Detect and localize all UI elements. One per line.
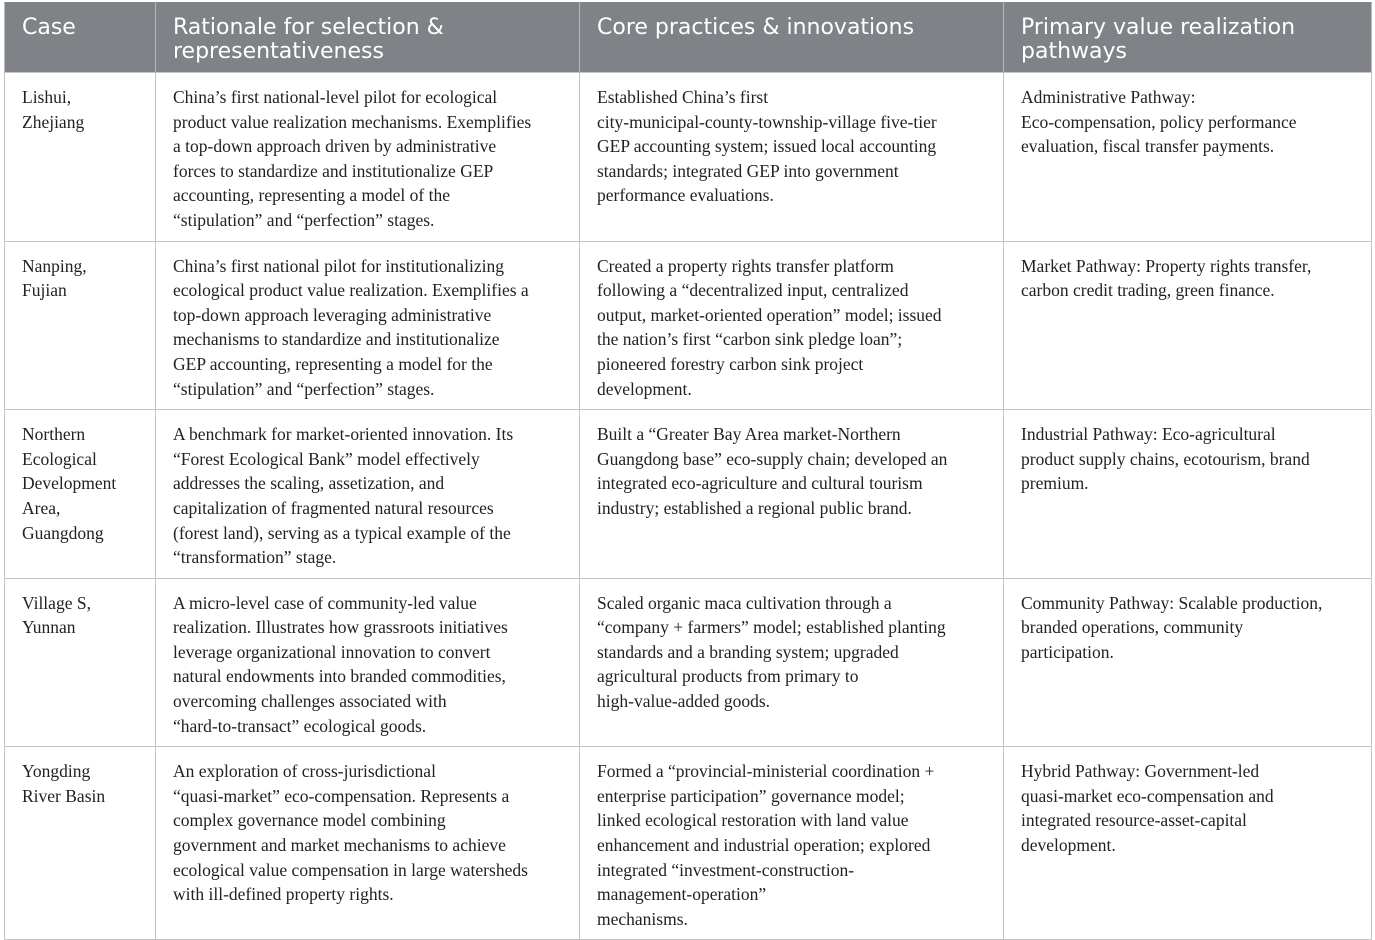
text-line: “stipulation” and “perfection” stages. — [173, 378, 435, 399]
text-line: product supply chains, ecotourism, brand — [1021, 448, 1310, 469]
text-line: GEP accounting, representing a model for the — [173, 353, 493, 374]
text-line: Rationale for selection & — [173, 15, 444, 40]
header-case — [5, 2, 156, 73]
text-line: overcoming challenges associated with — [173, 691, 447, 712]
cell-pathways — [1004, 73, 1372, 242]
text-line: agricultural products from primary to — [597, 666, 859, 687]
text-line: “Forest Ecological Bank” model effectively — [173, 448, 480, 469]
text-line: standards; integrated GEP into government — [597, 160, 899, 181]
text-line: Core practices & innovations — [597, 15, 915, 40]
text-line: leverage organizational innovation to convert — [173, 641, 491, 662]
text-line: top-down approach leveraging administrative — [173, 304, 492, 325]
text-line: city-municipal-county-township-village five-tier — [597, 111, 937, 132]
text-line: forces to standardize and institutionalize GEP — [173, 160, 494, 181]
text-line: realization. Illustrates how grassroots initiatives — [173, 617, 508, 638]
text-line: high-value-added goods. — [597, 691, 771, 712]
text-line: pathways — [1021, 39, 1127, 64]
text-line: Yongding — [22, 761, 91, 782]
text-line: integrated eco-agriculture and cultural tourism — [597, 473, 923, 494]
header-practices — [580, 2, 1004, 73]
cell-case — [5, 578, 156, 747]
text-line: GEP accounting system; issued local accounting — [597, 136, 937, 157]
text-line: enterprise participation” governance model; — [597, 785, 905, 806]
cell-rationale — [156, 241, 580, 410]
text-line: premium. — [1021, 473, 1089, 494]
text-line: Village S, — [22, 592, 91, 613]
text-line: (forest land), serving as a typical example of the — [173, 522, 511, 543]
text-line: addresses the scaling, assetization, and — [173, 473, 445, 494]
text-line: Lishui, — [22, 87, 72, 107]
cell-practices — [580, 73, 1004, 242]
text-line: a top-down approach driven by administrative — [173, 136, 497, 157]
text-line: Development — [22, 473, 117, 494]
text-line: “quasi-market” eco-compensation. Represents a — [173, 785, 510, 806]
header-pathways — [1004, 2, 1372, 73]
text-line: capitalization of fragmented natural resources — [173, 497, 494, 518]
text-line: linked ecological restoration with land value — [597, 810, 909, 831]
text-line: Community Pathway: Scalable production, — [1021, 592, 1323, 613]
cell-case — [5, 410, 156, 579]
text-line: Case — [22, 15, 76, 40]
text-line: Industrial Pathway: Eco-agricultural — [1021, 424, 1276, 445]
text-line: development. — [1021, 835, 1116, 856]
header-row — [5, 2, 1372, 73]
text-line: management-operation” — [597, 884, 767, 905]
text-line: Established China’s first — [597, 87, 769, 107]
text-line: standards and a branding system; upgraded — [597, 641, 899, 662]
text-line: Nanping, — [22, 255, 87, 276]
cell-pathways — [1004, 578, 1372, 747]
text-line: An exploration of cross-jurisdictional — [173, 761, 436, 782]
text-line: product value realization mechanisms. Exemplifies — [173, 111, 532, 132]
text-line: Hybrid Pathway: Government-led — [1021, 761, 1260, 782]
text-line: Northern — [22, 424, 86, 445]
text-line: China’s first national-level pilot for ecological — [173, 87, 498, 107]
text-line: Ecological — [22, 448, 97, 469]
case-comparison-table — [4, 2, 1372, 940]
text-line: government and market mechanisms to achieve — [173, 835, 506, 856]
text-line: Eco-compensation, policy performance — [1021, 111, 1297, 132]
text-line: pioneered forestry carbon sink project — [597, 353, 864, 374]
table-row — [5, 578, 1372, 747]
text-line: Guangdong — [22, 522, 104, 543]
text-line: “transformation” stage. — [173, 547, 337, 568]
table-header — [5, 2, 1372, 73]
text-line: carbon credit trading, green finance. — [1021, 280, 1275, 301]
text-line: Primary value realization — [1021, 15, 1296, 40]
text-line: participation. — [1021, 641, 1114, 662]
cell-case — [5, 241, 156, 410]
text-line: Administrative Pathway: — [1021, 87, 1196, 107]
text-line: Yunnan — [22, 617, 76, 638]
text-line: Scaled organic maca cultivation through a — [597, 592, 892, 613]
text-line: Zhejiang — [22, 111, 85, 132]
text-line: development. — [597, 378, 692, 399]
text-line: River Basin — [22, 785, 106, 806]
cell-pathways — [1004, 410, 1372, 579]
cell-case — [5, 73, 156, 242]
text-line: Area, — [22, 497, 61, 518]
text-line: “company + farmers” model; established planting — [597, 617, 946, 638]
text-line: Market Pathway: Property rights transfer, — [1021, 255, 1312, 276]
text-line: quasi-market eco-compensation and — [1021, 785, 1274, 806]
text-line: Guangdong base” eco-supply chain; developed an — [597, 448, 948, 469]
text-line: natural endowments into branded commodities, — [173, 666, 506, 687]
text-line: mechanisms. — [597, 908, 688, 929]
text-line: evaluation, fiscal transfer payments. — [1021, 136, 1275, 157]
cell-rationale — [156, 410, 580, 579]
text-line: Formed a “provincial-ministerial coordination + — [597, 761, 935, 782]
text-line: performance evaluations. — [597, 185, 774, 206]
cell-practices — [580, 747, 1004, 940]
text-line: Built a “Greater Bay Area market-Northern — [597, 424, 901, 445]
cell-rationale — [156, 578, 580, 747]
text-line: ecological product value realization. Exemplifies a — [173, 280, 529, 301]
text-line: integrated “investment-construction- — [597, 859, 855, 880]
text-line: China’s first national pilot for institutionalizing — [173, 255, 505, 276]
table-row — [5, 410, 1372, 579]
cell-practices — [580, 241, 1004, 410]
cell-practices — [580, 578, 1004, 747]
text-line: Fujian — [22, 280, 67, 301]
table-row — [5, 73, 1372, 242]
cell-pathways — [1004, 747, 1372, 940]
header-rationale — [156, 2, 580, 73]
cell-practices — [580, 410, 1004, 579]
text-line: the nation’s first “carbon sink pledge loan”; — [597, 329, 903, 350]
text-line: output, market-oriented operation” model; issued — [597, 304, 942, 325]
cell-rationale — [156, 747, 580, 940]
text-line: accounting, representing a model of the — [173, 185, 450, 206]
text-line: with ill-defined property rights. — [173, 884, 394, 905]
cell-pathways — [1004, 241, 1372, 410]
text-line: Created a property rights transfer platform — [597, 255, 894, 276]
text-line: ecological value compensation in large watersheds — [173, 859, 528, 880]
cell-rationale — [156, 73, 580, 242]
text-line: integrated resource-asset-capital — [1021, 810, 1247, 831]
text-line: branded operations, community — [1021, 617, 1244, 638]
text-line: complex governance model combining — [173, 810, 446, 831]
text-line: “stipulation” and “perfection” stages. — [173, 209, 435, 230]
text-line: industry; established a regional public brand. — [597, 497, 912, 518]
table-row — [5, 747, 1372, 940]
text-line: A micro-level case of community-led value — [173, 592, 477, 613]
text-line: enhancement and industrial operation; explored — [597, 835, 931, 856]
table-row — [5, 241, 1372, 410]
text-line: representativeness — [173, 39, 384, 64]
text-line: mechanisms to standardize and institutionalize — [173, 329, 500, 350]
cell-case — [5, 747, 156, 940]
text-line: following a “decentralized input, centralized — [597, 280, 909, 301]
table-body — [5, 73, 1372, 940]
text-line: “hard-to-transact” ecological goods. — [173, 715, 427, 736]
text-line: A benchmark for market-oriented innovation. Its — [173, 424, 514, 445]
